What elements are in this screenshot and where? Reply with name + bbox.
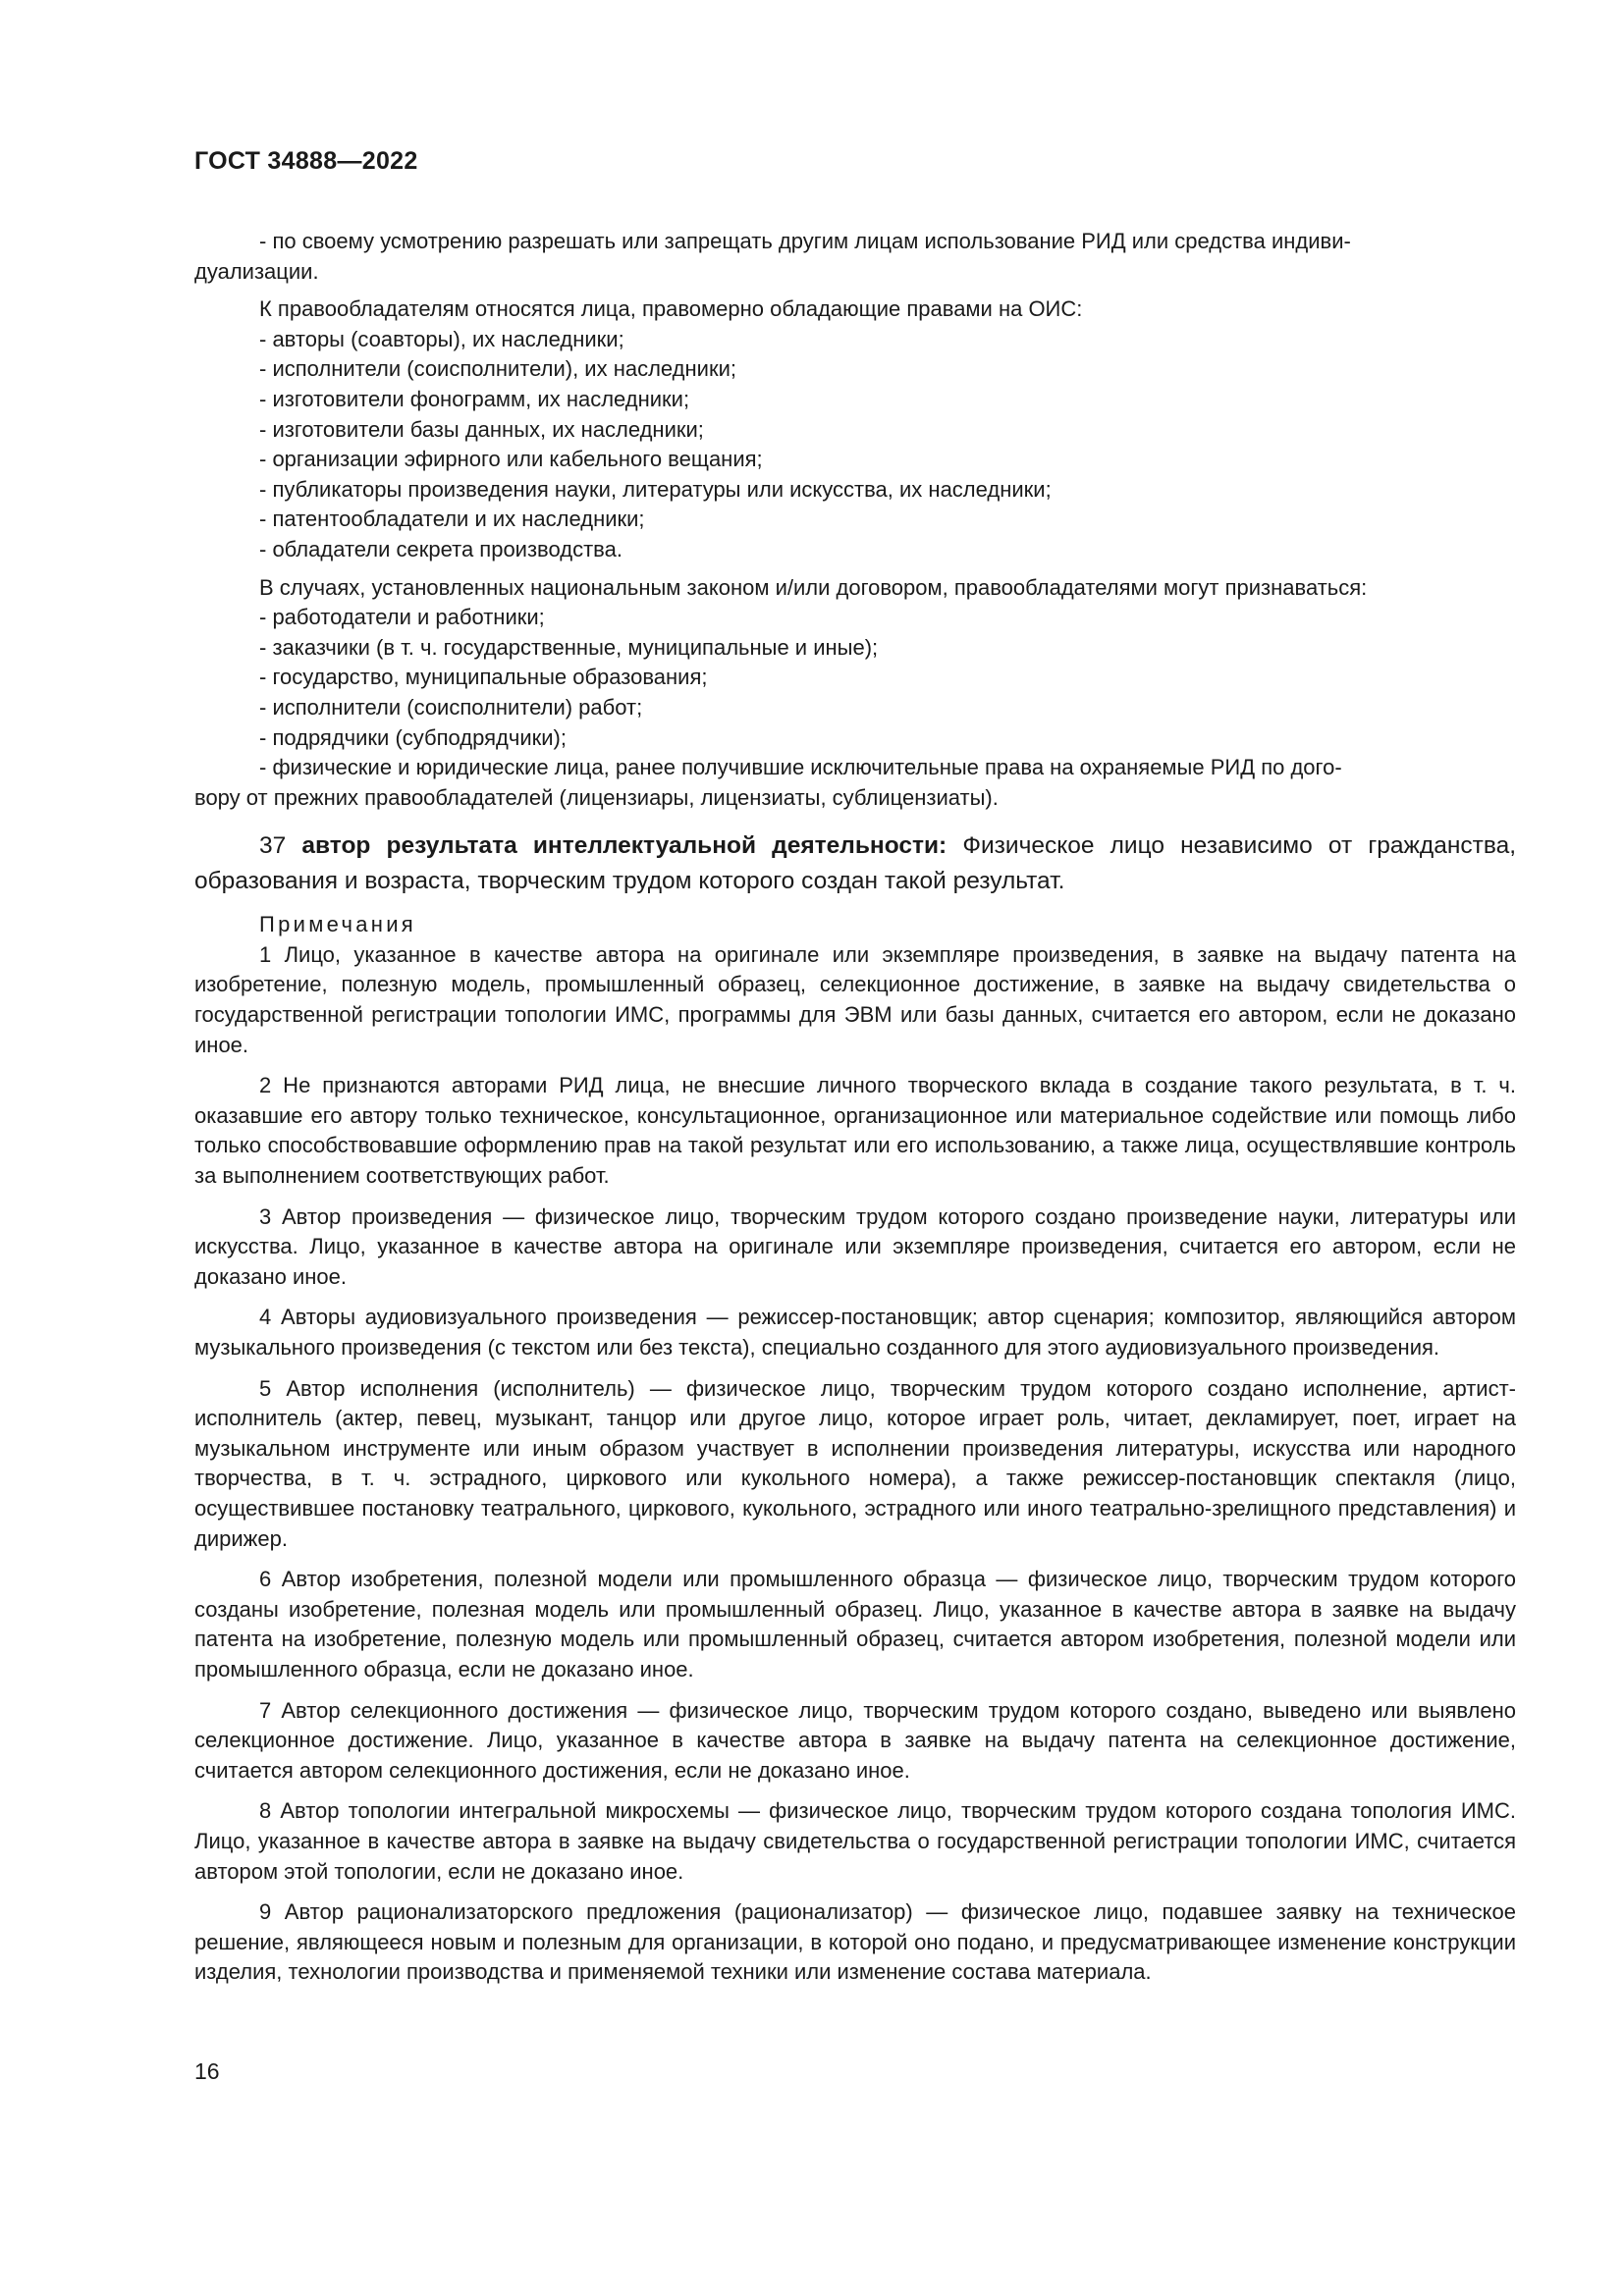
list-item: - физические и юридические лица, ранее получившие исключительные права на охраняемые РИД по дого- <box>259 755 1342 780</box>
note-item: 6 Автор изобретения, полезной модели или промышленного образца — физическое лицо, творческим трудом которого созданы изобретение, полезная модель или промышленный образец. Лицо, указанное в качестве автора в заявке на выдачу патента на изобретение, полезную модель или промышленный образец, считается автором изобретения, полезной модели или промышленного образца, если не доказано иное. <box>194 1567 1516 1682</box>
note-item: 7 Автор селекционного достижения — физическое лицо, творческим трудом которого создано, выведено или выявлено селекционное достижение. Лицо, указанное в качестве автора в заявке на выдачу патента на селекционное достижение, считается автором селекционного достижения, если не доказано иное. <box>194 1697 1516 1783</box>
list-item: - государство, муниципальные образования; <box>259 665 708 690</box>
page-number: 16 <box>194 2058 220 2084</box>
note-item: 9 Автор рационализаторского предложения (рационализатор) — физическое лицо, подавшее заявку на техническое решение, являющееся новым и полезным для организации, в которой оно подано, и предусматривающее изменение конструкции изделия, технологии производства и применяемой техники или изменение состава материала. <box>194 1899 1516 1985</box>
note-item: 5 Автор исполнения (исполнитель) — физическое лицо, творческим трудом которого создано исполнение, артист-исполнитель (актер, певец, музыкант, танцор или другое лицо, которое играет роль, читает, декламирует, поет, играет на музыкальном инструменте или иным образом участвует в исполнении произведения литературы, искусства или народного творчества, в т. ч. эстрадного, циркового или кукольного номера), а также режиссер-постановщик спектакля (лицо, осуществившее постановку театрального, циркового, кукольного, эстрадного или иного театрально-зрелищного представления) и дирижер. <box>194 1375 1516 1551</box>
list-item: - работодатели и работники; <box>259 605 545 630</box>
note-item: 3 Автор произведения — физическое лицо, творческим трудом которого создано произведение науки, литературы или искусства. Лицо, указанное в качестве автора на оригинале или экземпляре произведения, считается его автором, если не доказано иное. <box>194 1203 1516 1289</box>
list-item: - патентообладатели и их наследники; <box>259 507 645 532</box>
document-header: ГОСТ 34888—2022 <box>194 147 418 175</box>
cases-lead: В случаях, установленных национальным законом и/или договором, правообладателями могут признаваться: <box>259 574 1368 600</box>
list-item: - обладатели секрета производства. <box>259 536 623 561</box>
list-item: - подрядчики (субподрядчики); <box>259 724 567 750</box>
list-item: - изготовители базы данных, их наследники; <box>259 416 704 442</box>
list-item: - публикаторы произведения науки, литературы или искусства, их наследники; <box>259 476 1052 502</box>
note-item: 8 Автор топологии интегральной микросхемы — физическое лицо, творческим трудом которого создана топология ИМС. Лицо, указанное в качестве автора в заявке на выдачу свидетельства о государственной регистрации топологии ИМС, считается автором этой топологии, если не доказано иное. <box>194 1798 1516 1884</box>
list-item: - авторы (соавторы), их наследники; <box>259 326 624 351</box>
term-37-definition <box>194 828 1516 899</box>
note-item: 2 Не признаются авторами РИД лица, не внесшие личного творческого вклада в создание такого результата, в т. ч. оказавшие его автору только техническое, консультационное, организационное или материальное содействие или помощь либо только способствовавшие оформлению прав на такой результат или его использованию, а также лица, осуществлявшие контроль за выполнением соответствующих работ. <box>194 1073 1516 1189</box>
note-item: 4 Авторы аудиовизуального произведения — режиссер-постановщик; автор сценария; композитор, являющийся автором музыкального произведения (с текстом или без текста), специально созданного для этого аудиовизуального произведения. <box>194 1305 1516 1360</box>
list-item-continuation: вору от прежних правообладателей (лицензиары, лицензиаты, сублицензиаты). <box>194 784 999 810</box>
list-item: - изготовители фонограмм, их наследники; <box>259 386 690 411</box>
list-item: - исполнители (соисполнители) работ; <box>259 694 643 720</box>
list-item: - заказчики (в т. ч. государственные, муниципальные и иные); <box>259 634 879 660</box>
note-item: 1 Лицо, указанное в качестве автора на оригинале или экземпляре произведения, в заявке на выдачу патента на изобретение, полезную модель, промышленный образец, селекционное достижение, в заявке на выдачу свидетельства о государственной регистрации топологии ИМС, программы для ЭВМ или базы данных, считается его автором, если не доказано иное. <box>194 941 1516 1057</box>
list-item: - организации эфирного или кабельного вещания; <box>259 447 763 472</box>
list-item-continuation: дуализации. <box>194 258 319 284</box>
page-body <box>194 227 1516 1988</box>
term-name: автор результата интеллектуальной деятельности: <box>301 832 947 860</box>
term-number: 37 <box>259 832 287 860</box>
term-definition: Физическое лицо независимо от гражданства, образования и возраста, творческим трудом которого создан такой результат. <box>194 832 1516 895</box>
list-item: - исполнители (соисполнители), их наследники; <box>259 356 736 382</box>
list-item: - по своему усмотрению разрешать или запрещать другим лицам использование РИД или средства индиви- <box>259 229 1351 253</box>
rightholders-lead: К правообладателям относятся лица, правомерно обладающие правами на ОИС: <box>259 296 1083 322</box>
notes-title: Примечания <box>259 912 417 937</box>
